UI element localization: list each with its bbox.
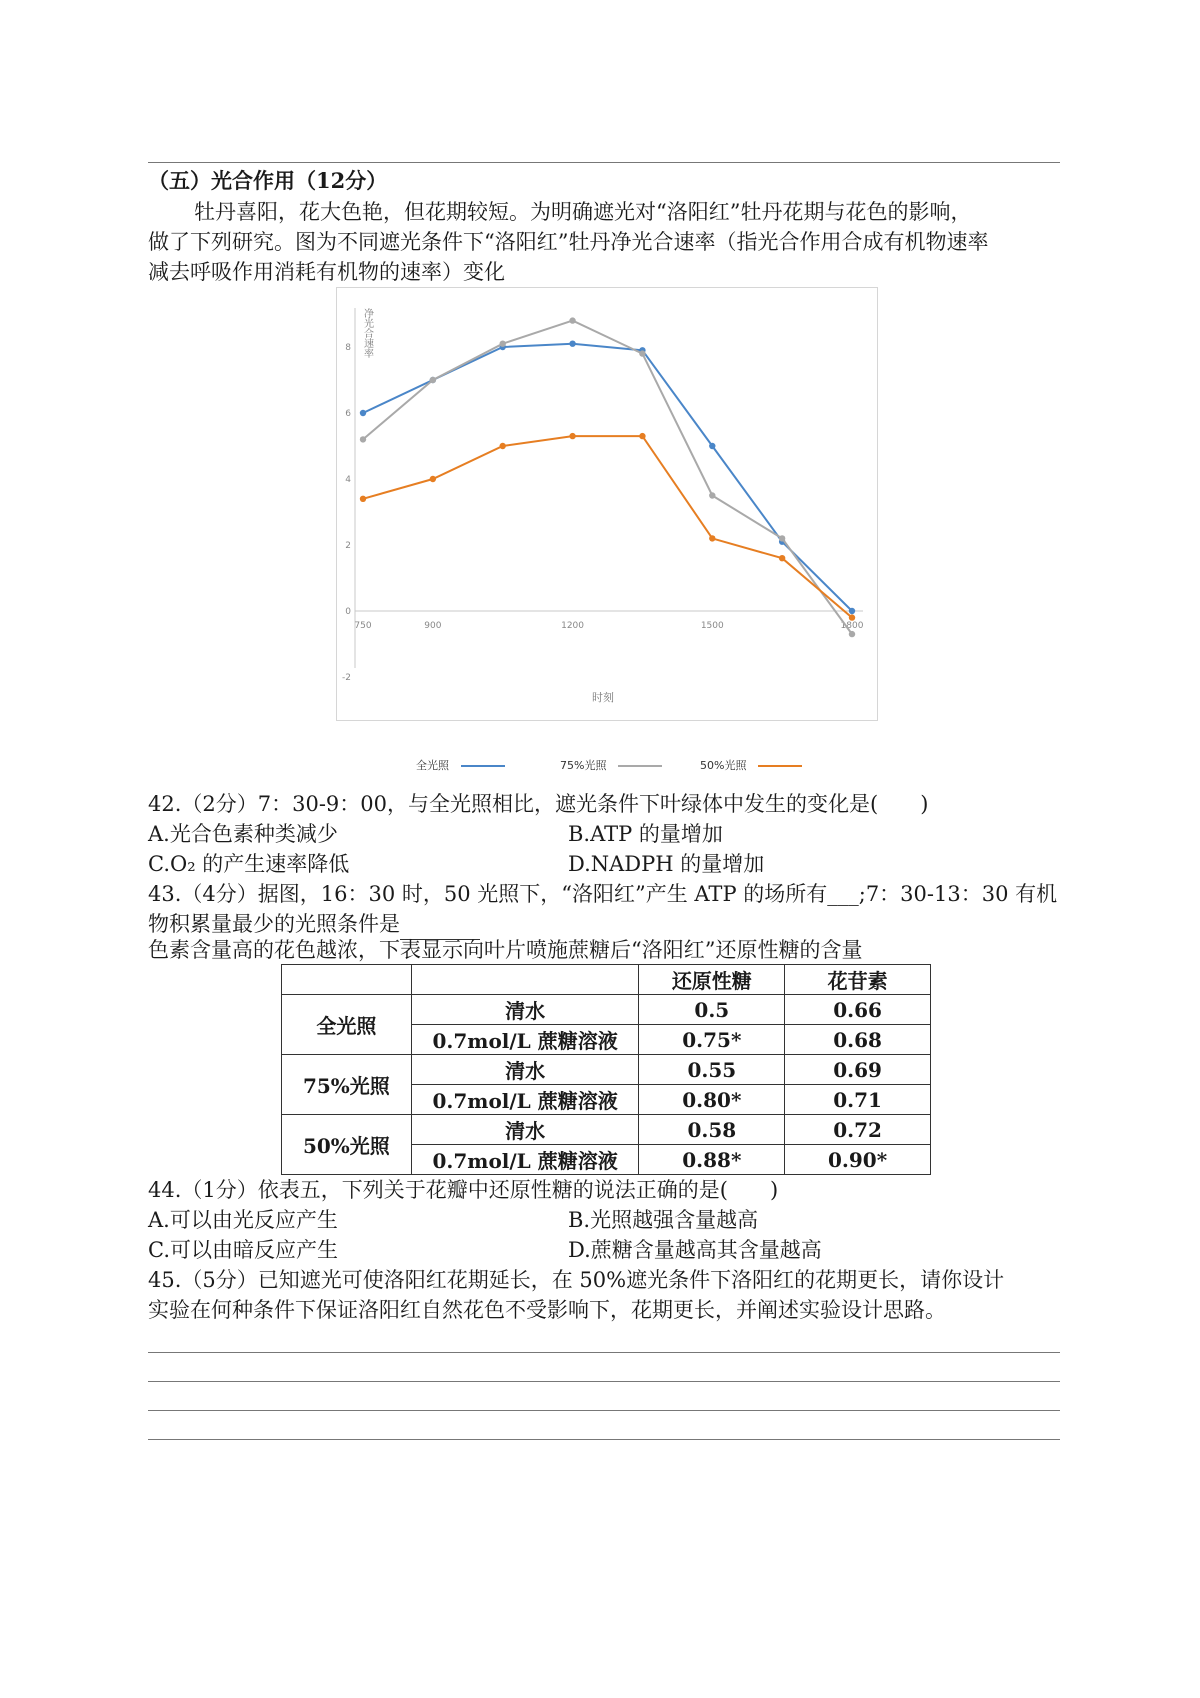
answer-line[interactable] [148,1352,1060,1353]
table-cell: 0.90* [785,1145,931,1175]
x-tick-label: 1200 [561,621,585,631]
table-cell: 0.68 [785,1025,931,1055]
legend-label: 50%光照 [700,759,747,772]
data-point [779,535,785,541]
data-point [569,341,575,347]
y-tick-label: 8 [345,343,351,353]
header-cell: 还原性糖 [639,965,785,995]
data-point [639,433,645,439]
sugar-table [281,964,931,1175]
intro-line-1: 牡丹喜阳，花大色艳，但花期较短。为明确遮光对“洛阳红”牡丹花期与花色的影响， [194,200,972,224]
data-point [849,608,855,614]
x-tick-label: 1800 [840,621,864,631]
q45-line-2: 实验在何种条件下保证洛阳红自然花色不受影响下，花期更长，并阐述实验设计思路。 [148,1298,946,1322]
y-tick-label: -2 [342,673,351,683]
q44-option-d: D.蔗糖含量越高其含量越高 [568,1238,822,1262]
q44-stem: 44.（1分）依表五，下列关于花瓣中还原性糖的说法正确的是( ) [148,1178,779,1202]
table-cell: 0.80* [639,1085,785,1115]
data-point [849,631,855,637]
section-title: （五）光合作用（12分） [148,168,388,193]
q42-option-d: D.NADPH 的量增加 [568,852,765,876]
q42-stem: 42.（2分）7：30-9：00，与全光照相比，遮光条件下叶绿体中发生的变化是( ) [148,792,929,816]
chart-frame [336,287,878,721]
data-point [639,350,645,356]
x-axis-title: 时刻 [592,691,614,704]
data-point [709,492,715,498]
data-point [709,443,715,449]
net-photosynthesis-line-chart [337,288,877,720]
header-cell [411,965,639,995]
intro-line-3: 减去呼吸作用消耗有机物的速率）变化 [148,260,505,284]
table-row [282,995,931,1025]
table-cell: 清水 [411,1055,639,1085]
header-cell [282,965,412,995]
legend-item-75-light [560,757,662,773]
group-label: 全光照 [282,995,412,1055]
q42-option-b: B.ATP 的量增加 [568,822,723,846]
table-header-row [282,965,931,995]
y-tick-label: 4 [345,475,351,485]
q42-option-c: C.O₂ 的产生速率降低 [148,852,350,876]
legend-item-full-light [416,757,505,773]
table-row [282,1115,931,1145]
intro-line-2: 做了下列研究。图为不同遮光条件下“洛阳红”牡丹净光合速率（指光合作用合成有机物速率 [148,230,989,254]
table-cell: 0.72 [785,1115,931,1145]
data-point [360,410,366,416]
data-point [500,341,506,347]
data-point [430,377,436,383]
group-label: 75%光照 [282,1055,412,1115]
legend-label: 75%光照 [560,759,607,772]
data-point [430,476,436,482]
answer-line[interactable] [148,1381,1060,1382]
top-rule [148,162,1060,163]
q43-line-1: 43.（4分）据图，16：30 时，50 光照下，“洛阳红”产生 ATP 的场所有___;7：30-13：30 有机 [148,882,1058,906]
y-tick-label: 0 [345,607,351,617]
table-cell: 0.7mol/L 蔗糖溶液 [411,1145,639,1175]
data-point [360,496,366,502]
y-axis-title: 净光合速率 [361,308,373,358]
group-label: 50%光照 [282,1115,412,1175]
q43-line-2-text: 物积累量最少的光照条件是 [148,912,400,936]
data-point [569,317,575,323]
legend-swatch [618,765,662,767]
table-cell: 0.71 [785,1085,931,1115]
table-cell: 清水 [411,995,639,1025]
table-cell: 清水 [411,1115,639,1145]
table-cell: 0.7mol/L 蔗糖溶液 [411,1025,639,1055]
table-cell: 0.75* [639,1025,785,1055]
q44-option-c: C.可以由暗反应产生 [148,1238,338,1262]
table-row [282,1055,931,1085]
data-point [500,443,506,449]
q44-option-a: A.可以由光反应产生 [148,1208,338,1232]
header-cell: 花苷素 [785,965,931,995]
data-point [709,535,715,541]
legend-swatch [461,765,505,767]
y-tick-label: 2 [345,541,351,551]
x-tick-label: 1500 [700,621,724,631]
q42-option-a: A.光合色素种类减少 [148,822,338,846]
series-line-2 [363,436,852,617]
y-tick-label: 6 [345,409,351,419]
x-tick-label: 750 [354,621,372,631]
legend-label: 全光照 [416,759,449,772]
table-cell: 0.7mol/L 蔗糖溶液 [411,1085,639,1115]
legend-swatch [758,765,802,767]
x-tick-label: 900 [424,621,442,631]
table-intro: 色素含量高的花色越浓，下表显示向叶片喷施蔗糖后“洛阳红”还原性糖的含量 [148,938,863,962]
table-cell: 0.5 [639,995,785,1025]
table-cell: 0.69 [785,1055,931,1085]
legend-item-50-light [700,757,802,773]
table-cell: 0.58 [639,1115,785,1145]
answer-line[interactable] [148,1439,1060,1440]
table-cell: 0.88* [639,1145,785,1175]
data-point [360,436,366,442]
answer-line[interactable] [148,1410,1060,1411]
data-point [569,433,575,439]
table-cell: 0.66 [785,995,931,1025]
data-point [779,555,785,561]
data-point [849,614,855,620]
table-cell: 0.55 [639,1055,785,1085]
q44-option-b: B.光照越强含量越高 [568,1208,759,1232]
q45-line-1: 45.（5分）已知遮光可使洛阳红花期延长，在 50%遮光条件下洛阳红的花期更长，请你设计 [148,1268,1005,1292]
